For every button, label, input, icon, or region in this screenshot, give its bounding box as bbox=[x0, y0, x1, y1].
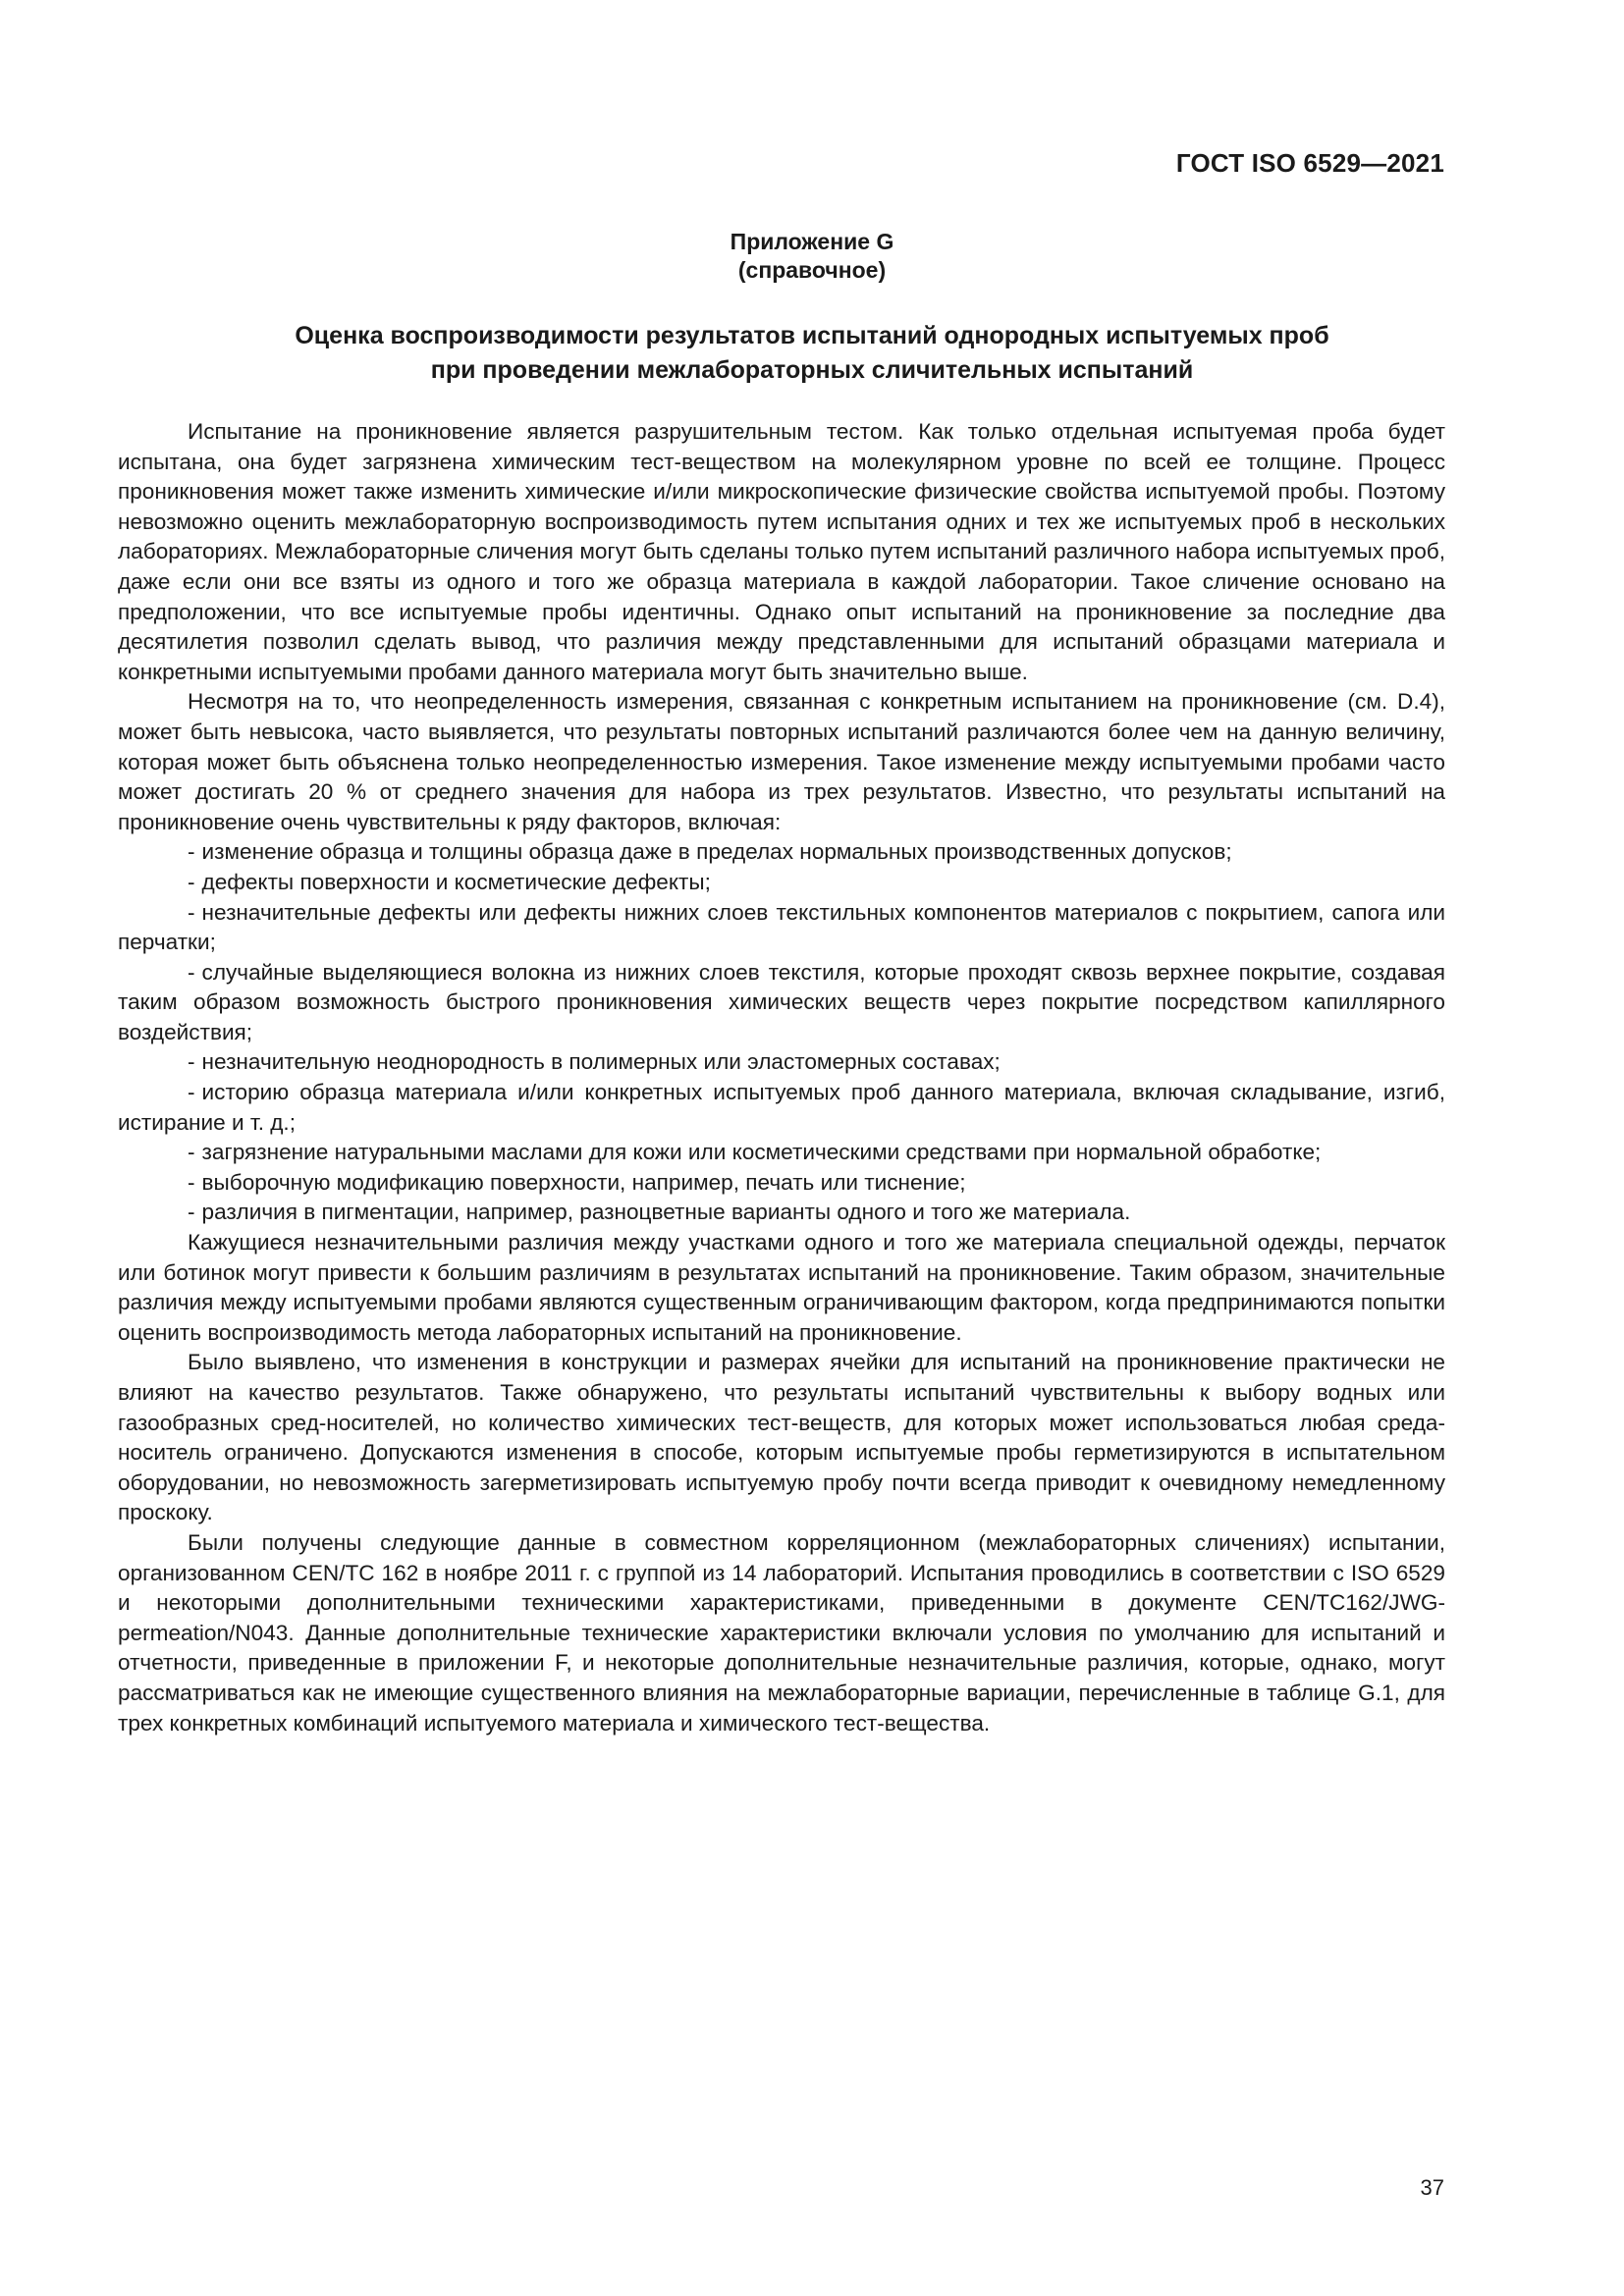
list-item bbox=[118, 898, 1445, 958]
paragraph: Было выявлено, что изменения в конструкции и размерах ячейки для испытаний на проникновение практически не влияют на качество результатов. Также обнаружено, что результаты испытаний чувствительны к выбору водных или газообразных сред-носителей, но количество химических тест-веществ, для которых может использоваться любая среда-носитель ограничено. Допускаются изменения в способе, которым испытуемые пробы герметизируются в испытательном оборудовании, но невозможность загерметизировать испытуемую пробу почти всегда приводит к очевидному немедленному проскоку. bbox=[118, 1350, 1445, 1525]
appendix-label: Приложение G bbox=[730, 229, 894, 254]
list-item bbox=[118, 1198, 1445, 1228]
paragraph: Несмотря на то, что неопределенность измерения, связанная с конкретным испытанием на проникновение (см. D.4), может быть невысока, часто выявляется, что результаты повторных испытаний различаются более чем на данную величину, которая может быть объяснена только неопределенностью измерения. Такое изменение между испытуемыми пробами часто может достигать 20 % от среднего значения для набора из трех результатов. Известно, что результаты испытаний на проникновение очень чувствительны к ряду факторов, включая: bbox=[118, 689, 1445, 834]
list-item-text: загрязнение натуральными маслами для кожи или косметическими средствами при нормальной обработке; bbox=[201, 1140, 1322, 1165]
list-item-text: незначительную неоднородность в полимерных или эластомерных составах; bbox=[201, 1049, 1001, 1075]
list-item bbox=[118, 1138, 1445, 1168]
list-bullet: - bbox=[188, 959, 195, 985]
list-item bbox=[118, 958, 1445, 1048]
list-item bbox=[118, 1168, 1445, 1199]
list-item-text: дефекты поверхности и косметические дефекты; bbox=[201, 869, 711, 894]
section-title bbox=[118, 319, 1506, 388]
list-bullet: - bbox=[188, 869, 195, 894]
list-bullet: - bbox=[188, 899, 195, 925]
paragraph: Испытание на проникновение является разрушительным тестом. Как только отдельная испытуемая проба будет испытана, она будет загрязнена химическим тест-веществом на молекулярном уровне по всей ее толщине. Процесс проникновения может также изменить химические и/или микроскопические физические свойства испытуемой пробы. Поэтому невозможно оценить межлабораторную воспроизводимость путем испытания одних и тех же испытуемых проб в нескольких лабораториях. Межлабораторные сличения могут быть сделаны только путем испытаний различного набора испытуемых проб, даже если они все взяты из одного и того же образца материала в каждой лаборатории. Такое сличение основано на предположении, что все испытуемые пробы идентичны. Однако опыт испытаний на проникновение за последние два десятилетия позволил сделать вывод, что различия между представленными для испытаний образцами материала и конкретными испытуемыми пробами данного материала могут быть значительно выше. bbox=[118, 419, 1445, 684]
list-item-text: изменение образца и толщины образца даже в пределах нормальных производственных допусков; bbox=[201, 839, 1232, 865]
list-bullet: - bbox=[188, 1140, 195, 1165]
list-bullet: - bbox=[188, 1049, 195, 1075]
body-text bbox=[118, 417, 1445, 1738]
list-item-text: историю образца материала и/или конкретных испытуемых проб данного материала, включая складывание, изгиб, истирание и т. д.; bbox=[118, 1080, 1445, 1135]
list-bullet: - bbox=[188, 1200, 195, 1225]
section-title-line-1: Оценка воспроизводимости результатов испытаний однородных испытуемых проб bbox=[295, 322, 1329, 349]
paragraph: Были получены следующие данные в совместном корреляционном (межлабораторных сличениях) испытании, организованном CEN/TC 162 в ноябре 2011 г. с группой из 14 лабораторий. Испытания проводились в соответствии с ISO 6529 и некоторыми дополнительными техническими характеристиками, приведенными в документе CEN/TC162/JWG-permeation/N043. Данные дополнительные технические характеристики включали условия по умолчанию для испытаний и отчетности, приведенные в приложении F, и некоторые дополнительные незначительные различия, которые, однако, могут рассматриваться как не имеющие существенного влияния на межлабораторные вариации, перечисленные в таблице G.1, для трех конкретных комбинаций испытуемого материала и химического тест-вещества. bbox=[118, 1529, 1445, 1735]
standard-code: ГОСТ ISO 6529—2021 bbox=[1175, 148, 1444, 178]
paragraph: Кажущиеся незначительными различия между участками одного и того же материала специальной одежды, перчаток или ботинок могут привести к большим различиям в результатах испытаний на проникновение. Таким образом, значительные различия между испытуемыми пробами являются существенным ограничивающим фактором, когда предпринимаются попытки оценить воспроизводимость метода лабораторных испытаний на проникновение. bbox=[118, 1230, 1445, 1345]
list-item bbox=[118, 837, 1445, 868]
list-item-text: выборочную модификацию поверхности, например, печать или тиснение; bbox=[201, 1169, 966, 1195]
list-item bbox=[118, 1078, 1445, 1138]
section-title-line-2: при проведении межлабораторных сличительных испытаний bbox=[430, 356, 1194, 384]
list-item-text: различия в пигментации, например, разноцветные варианты одного и того же материала. bbox=[201, 1200, 1131, 1225]
page-number: 37 bbox=[1420, 2175, 1444, 2200]
list-item bbox=[118, 868, 1445, 898]
factor-list bbox=[118, 837, 1445, 1228]
list-item-text: случайные выделяющиеся волокна из нижних слоев текстиля, которые проходят сквозь верхнее покрытие, создавая таким образом возможность быстрого проникновения химических веществ через покрытие посредством капиллярного воздействия; bbox=[118, 959, 1445, 1044]
appendix-heading bbox=[0, 228, 1624, 285]
appendix-status: (справочное) bbox=[737, 257, 887, 283]
list-item-text: незначительные дефекты или дефекты нижних слоев текстильных компонентов материалов с покрытием, сапога или перчатки; bbox=[118, 899, 1445, 955]
list-bullet: - bbox=[188, 1080, 195, 1105]
list-bullet: - bbox=[188, 839, 195, 865]
list-item bbox=[118, 1047, 1445, 1078]
list-bullet: - bbox=[188, 1169, 195, 1195]
